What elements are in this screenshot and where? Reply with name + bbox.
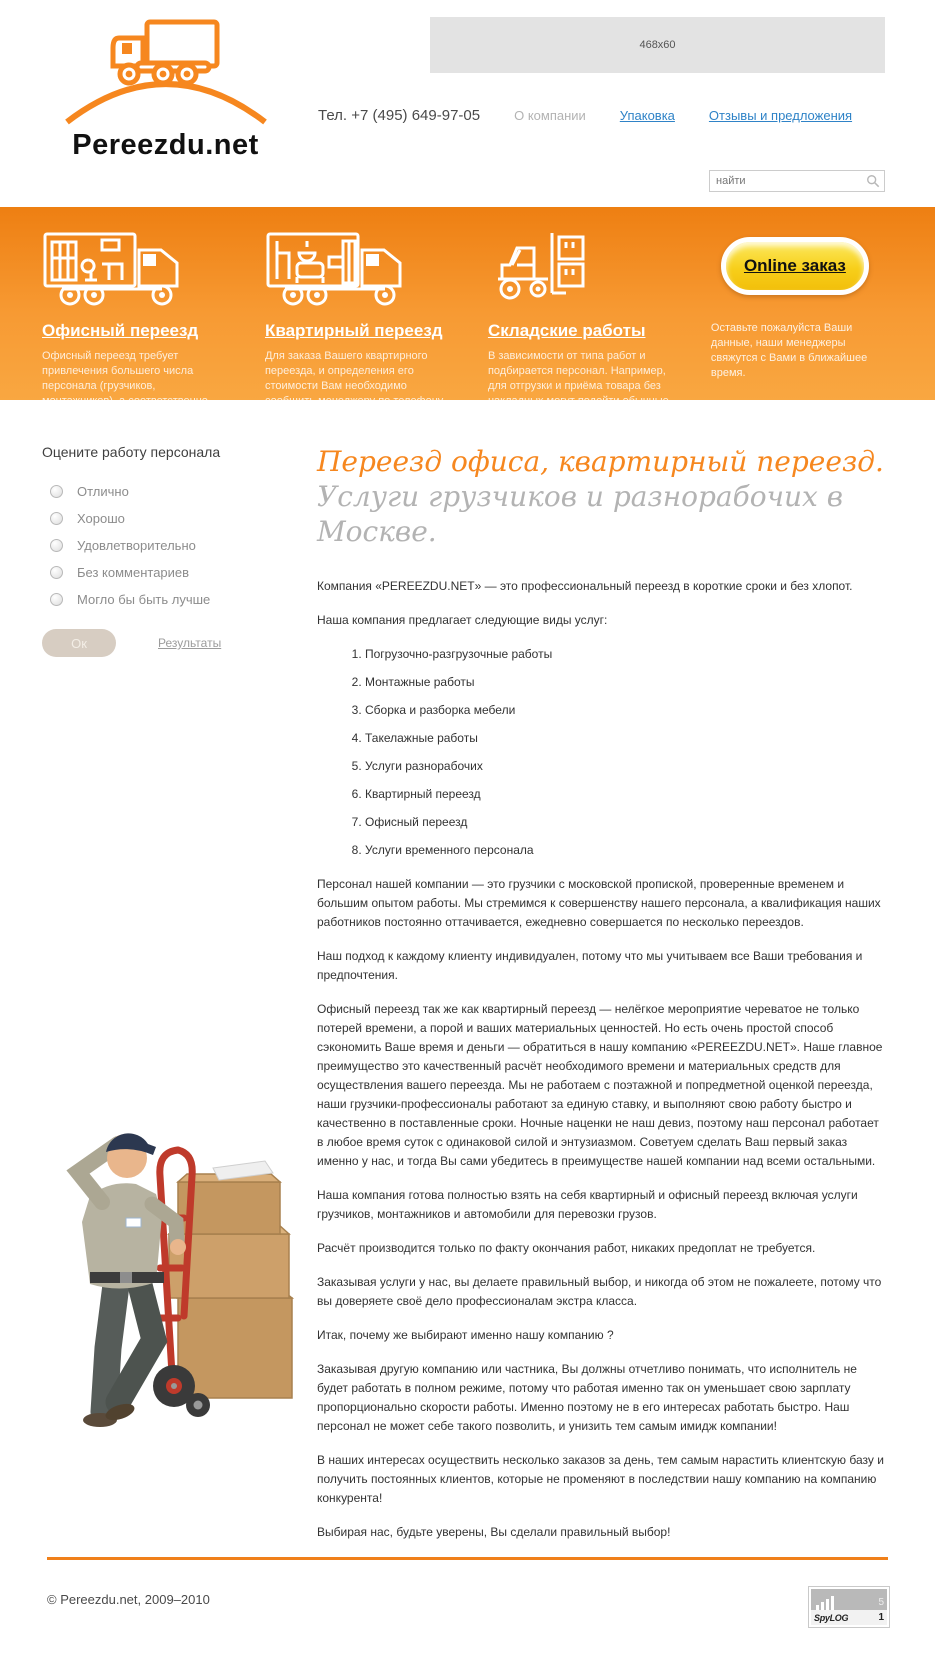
content [0,400,935,1557]
counter-top-value: 5 [878,1597,884,1608]
list-item: 3. Сборка и разборка мебели [365,701,888,720]
bar-chart-icon [814,1596,838,1610]
article-body [317,577,888,1542]
ad-banner-placeholder [430,17,885,73]
footer [0,1560,935,1668]
poll-option-good[interactable]: Хорошо [50,511,292,526]
nav-packing[interactable]: Упаковка [619,108,675,123]
header [0,0,935,207]
article-list-intro: Наша компания предлагает следующие виды услуг: [317,613,608,627]
service-apartment-move [264,223,464,437]
poll-ok-button[interactable]: Ок [42,629,116,657]
mover-photo [28,1100,298,1435]
office-move-link[interactable]: Офисный переезд [42,321,199,340]
list-item: 8. Услуги временного персонала [365,841,888,860]
article-paragraph: Выбирая нас, будьте уверены, Вы сделали правильный выбор! [317,1525,671,1539]
warehouse-work-text: В зависимости от типа работ и подбирается персонал. Например, для отгрузки и приёма товара без накладных могут подойти обычные грузчики. [487,350,669,422]
radio-icon[interactable] [50,593,63,606]
poll-option-no-comments[interactable]: Без комментариев [50,565,292,580]
radio-icon[interactable] [50,566,63,579]
header-nav [318,107,852,124]
poll-results-link[interactable]: Результаты [158,636,222,650]
search-input[interactable] [710,175,866,187]
article-paragraph: Расчёт производится только по факту окончания работ, никаких предоплат не требуется. [317,1241,816,1255]
article-paragraph: Наша компания готова полностью взять на себя квартирный и офисный переезд включая услуги грузчиков, монтажников и автомобили для перевозки грузов. [317,1188,858,1221]
service-warehouse-work [487,223,687,422]
services-band [0,207,935,437]
page-title-line2: Услуги грузчиков и разнорабочих в Москве. [317,480,844,548]
poll-option-satisfactory[interactable]: Удовлетворительно [50,538,292,553]
forklift-icon [488,223,687,311]
poll-actions [42,629,292,657]
list-item: 7. Офисный переезд [365,813,888,832]
spylog-counter[interactable] [808,1586,890,1628]
apartment-truck-icon [265,223,464,311]
article-paragraph: Персонал нашей компании — это грузчики с московской пропиской, проверенные временем и большим опытом работы. Мы стремимся к совершенству нашего персонала, а квалификация наших работников постоянно оттачивается, ежедневно совершается по несколько переездов. [317,877,881,929]
article-paragraph: Заказывая услуги у нас, вы делаете правильный выбор, и никогда об этом не пожалеете, потому что вы доверяете своё дело профессионалам экстра класса. [317,1275,882,1308]
list-item: 6. Квартирный переезд [365,785,888,804]
list-item: 5. Услуги разнорабочих [365,757,888,776]
logo[interactable] [58,16,273,162]
service-office-move [42,223,241,437]
list-item: 1. Погрузочно-разгрузочные работы [365,645,888,664]
services-list [365,645,888,860]
warehouse-work-link[interactable]: Складские работы [487,321,646,340]
sidebar [42,444,292,1557]
counter-bottom [811,1610,887,1625]
search-icon[interactable] [866,174,880,188]
counter-bottom-value: 1 [878,1612,884,1623]
nav-about[interactable]: О компании [514,108,586,123]
article-paragraph: Заказывая другую компанию или частника, Вы должны отчетливо понимать, что исполнитель не будет работать в полном режиме, потому что работая именно так он уменьшает свою зарплату пропорционально скорости работы. Именно поэтому не в его интересах работать быстро. Наш персонал не может себе такого позволить, и унизить тем самым имидж компании! [317,1362,857,1433]
banner-size-label: 468x60 [639,39,676,51]
page-title-line1: Переезд офиса, квартирный переезд. [317,445,884,478]
online-order-block [711,223,890,400]
online-order-button[interactable]: Online заказ [721,237,869,295]
article-paragraph: Наш подход к каждому клиенту индивидуален, потому что мы учитываем все Ваши требования и предпочтения. [317,949,863,982]
main-article [317,444,888,1557]
page-title [317,444,888,549]
logo-text: Pereezdu.net [72,129,259,161]
spylog-logo: SpyLOG [814,1612,849,1623]
poll-option-excellent[interactable]: Отлично [50,484,292,499]
list-item: 4. Такелажные работы [365,729,888,748]
list-item: 2. Монтажные работы [365,673,888,692]
poll-title: Оцените работу персонала [42,444,221,460]
office-truck-icon [42,223,241,311]
article-paragraph: Итак, почему же выбирают именно нашу компанию ? [317,1328,614,1342]
poll-option-could-be-better[interactable]: Могло бы быть лучше [50,592,292,607]
nav-feedback[interactable]: Отзывы и предложения [708,108,853,123]
counter-top [811,1589,887,1610]
article-intro: Компания «PEREEZDU.NET» — это профессиональный переезд в короткие сроки и без хлопот. [317,579,853,593]
search-box [709,170,885,192]
online-order-text: Оставьте пожалуйста Ваши данные, наши менеджеры свяжутся с Вами в ближайшее время. [710,322,868,379]
office-move-text: Офисный переезд требует привлечения большего числа персонала (грузчиков, монтажников), а соответственно занимает большее количество времени. [42,350,208,437]
radio-icon[interactable] [50,485,63,498]
article-paragraph: Офисный переезд так же как квартирный переезд — нелёгкое мероприятие череватое не только потерей времени, а порой и ваших материальных ценностей. Но есть очень простой способ сэкономить Ваше время и деньги — обратиться в нашу компанию «PEREEZDU.NET». Наше главное преимущество это качественный расчёт необходимого времени и материальных средств для осуществления вашего переезда. Мы не работаем с поэтажной и попредметной оценкой переезда, наши грузчики-профессионалы работают за единую ставку, и выполняют свою работу быстро и качественно в поставленные сроки. Ночные наценки не наш девиз, поэтому наш персонал работает в любое время суток с одинаковой силой и энтузиазмом. Советуем сделать Ваш первый заказ именно у нас, и тогда Вы сами убедитесь в преимуществе нашей компании над всеми остальными. [317,1002,883,1168]
apartment-move-link[interactable]: Квартирный переезд [264,321,443,340]
copyright: © Pereezdu.net, 2009–2010 [47,1592,210,1607]
apartment-move-text: Для заказа Вашего квартирного переезда, и определения его стоимости Вам необходимо сообщить менеджеру по телефону информацию об объёме перевозимых вещей. [264,350,444,437]
article-paragraph: В наших интересах осуществить несколько заказов за день, тем самым нарастить клиентскую базу и получить постоянных клиентов, которые не променяют в последствии нашу компанию на компанию конкурента! [317,1453,884,1505]
phone-number: Тел. +7 (495) 649-97-05 [318,107,481,124]
radio-icon[interactable] [50,539,63,552]
radio-icon[interactable] [50,512,63,525]
